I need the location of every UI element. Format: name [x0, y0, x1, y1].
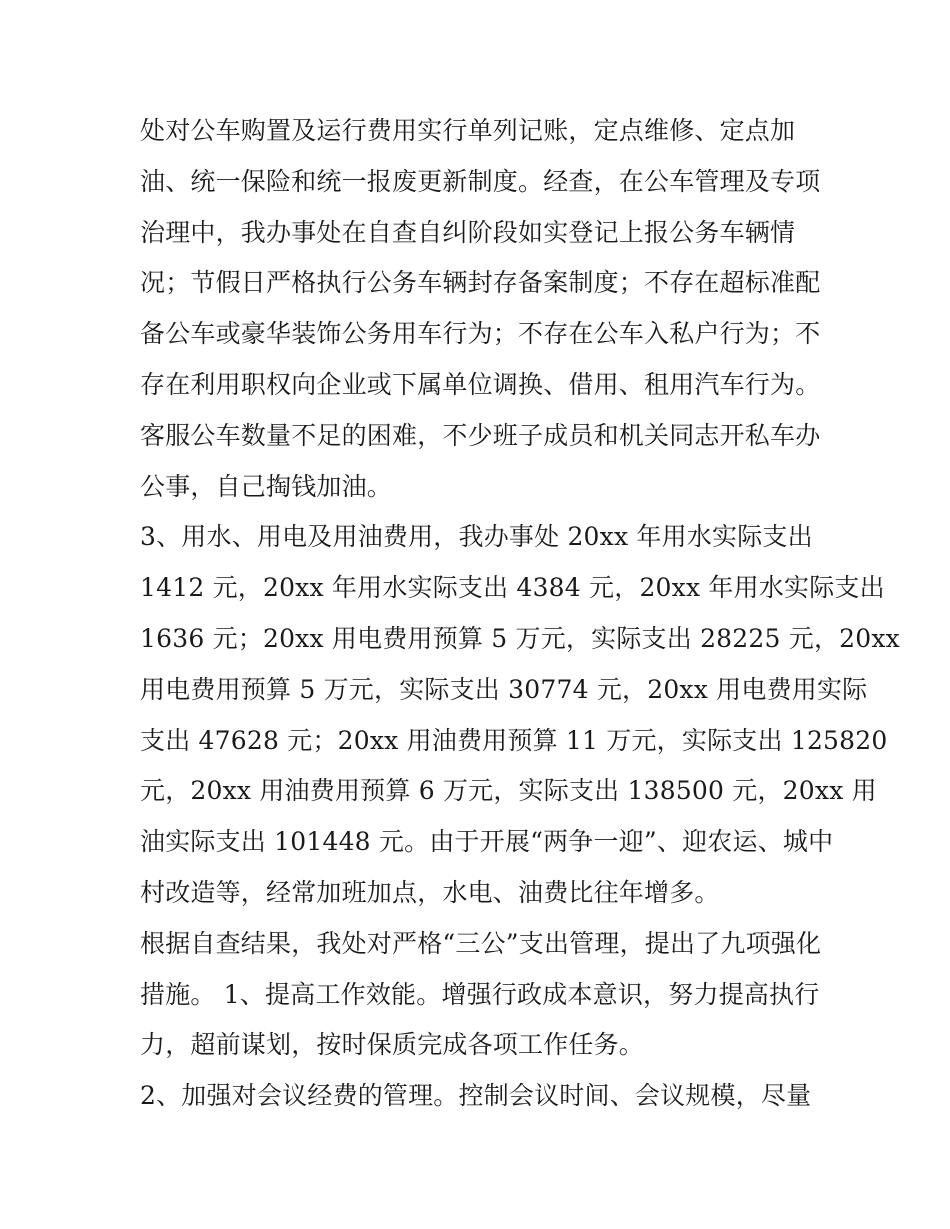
text-line: 支出 47628 元；20xx 用油费用预算 11 万元，实际支出 125820 — [140, 725, 888, 755]
text-line: 措施。 1、提高工作效能。增强行政成本意识，努力提高执行 — [140, 979, 820, 1009]
text-line: 3、用水、用电及用油费用，我办事处 20xx 年用水实际支出 — [140, 522, 813, 552]
text-line: 客服公车数量不足的困难，不少班子成员和机关同志开私车办 — [140, 420, 821, 450]
text-line: 根据自查结果，我处对严格“三公”支出管理，提出了九项强化 — [140, 928, 822, 958]
document-body — [140, 106, 900, 1122]
text-line: 用电费用预算 5 万元，实际支出 30774 元，20xx 用电费用实际 — [140, 674, 868, 704]
text-line: 元，20xx 用油费用预算 6 万元，实际支出 138500 元，20xx 用 — [140, 776, 877, 806]
text-line: 存在利用职权向企业或下属单位调换、借用、租用汽车行为。 — [140, 369, 821, 399]
text-line: 公事，自己掏钱加油。 — [140, 471, 393, 501]
text-line: 备公车或豪华装饰公务用车行为；不存在公车入私户行为；不 — [140, 319, 821, 349]
text-line: 处对公车购置及运行费用实行单列记账，定点维修、定点加 — [140, 116, 796, 145]
text-line: 1636 元；20xx 用电费用预算 5 万元，实际支出 28225 元，20xx — [140, 623, 900, 653]
text-line: 力，超前谋划，按时保质完成各项工作任务。 — [140, 1030, 645, 1060]
text-line: 油实际支出 101448 元。由于开展“两争一迎”、迎农运、城中 — [140, 827, 834, 857]
text-line: 村改造等，经常加班加点，水电、油费比往年增多。 — [140, 877, 720, 907]
text-line: 治理中，我办事处在自查自纠阶段如实登记上报公务车辆情 — [140, 217, 796, 247]
text-line: 1412 元，20xx 年用水实际支出 4384 元，20xx 年用水实际支出 — [140, 573, 885, 603]
text-line: 2、加强对会议经费的管理。控制会议时间、会议规模，尽量 — [140, 1081, 812, 1111]
text-line: 况；节假日严格执行公务车辆封存备案制度；不存在超标准配 — [140, 268, 821, 298]
text-line: 油、统一保险和统一报废更新制度。经查，在公车管理及专项 — [140, 166, 821, 196]
